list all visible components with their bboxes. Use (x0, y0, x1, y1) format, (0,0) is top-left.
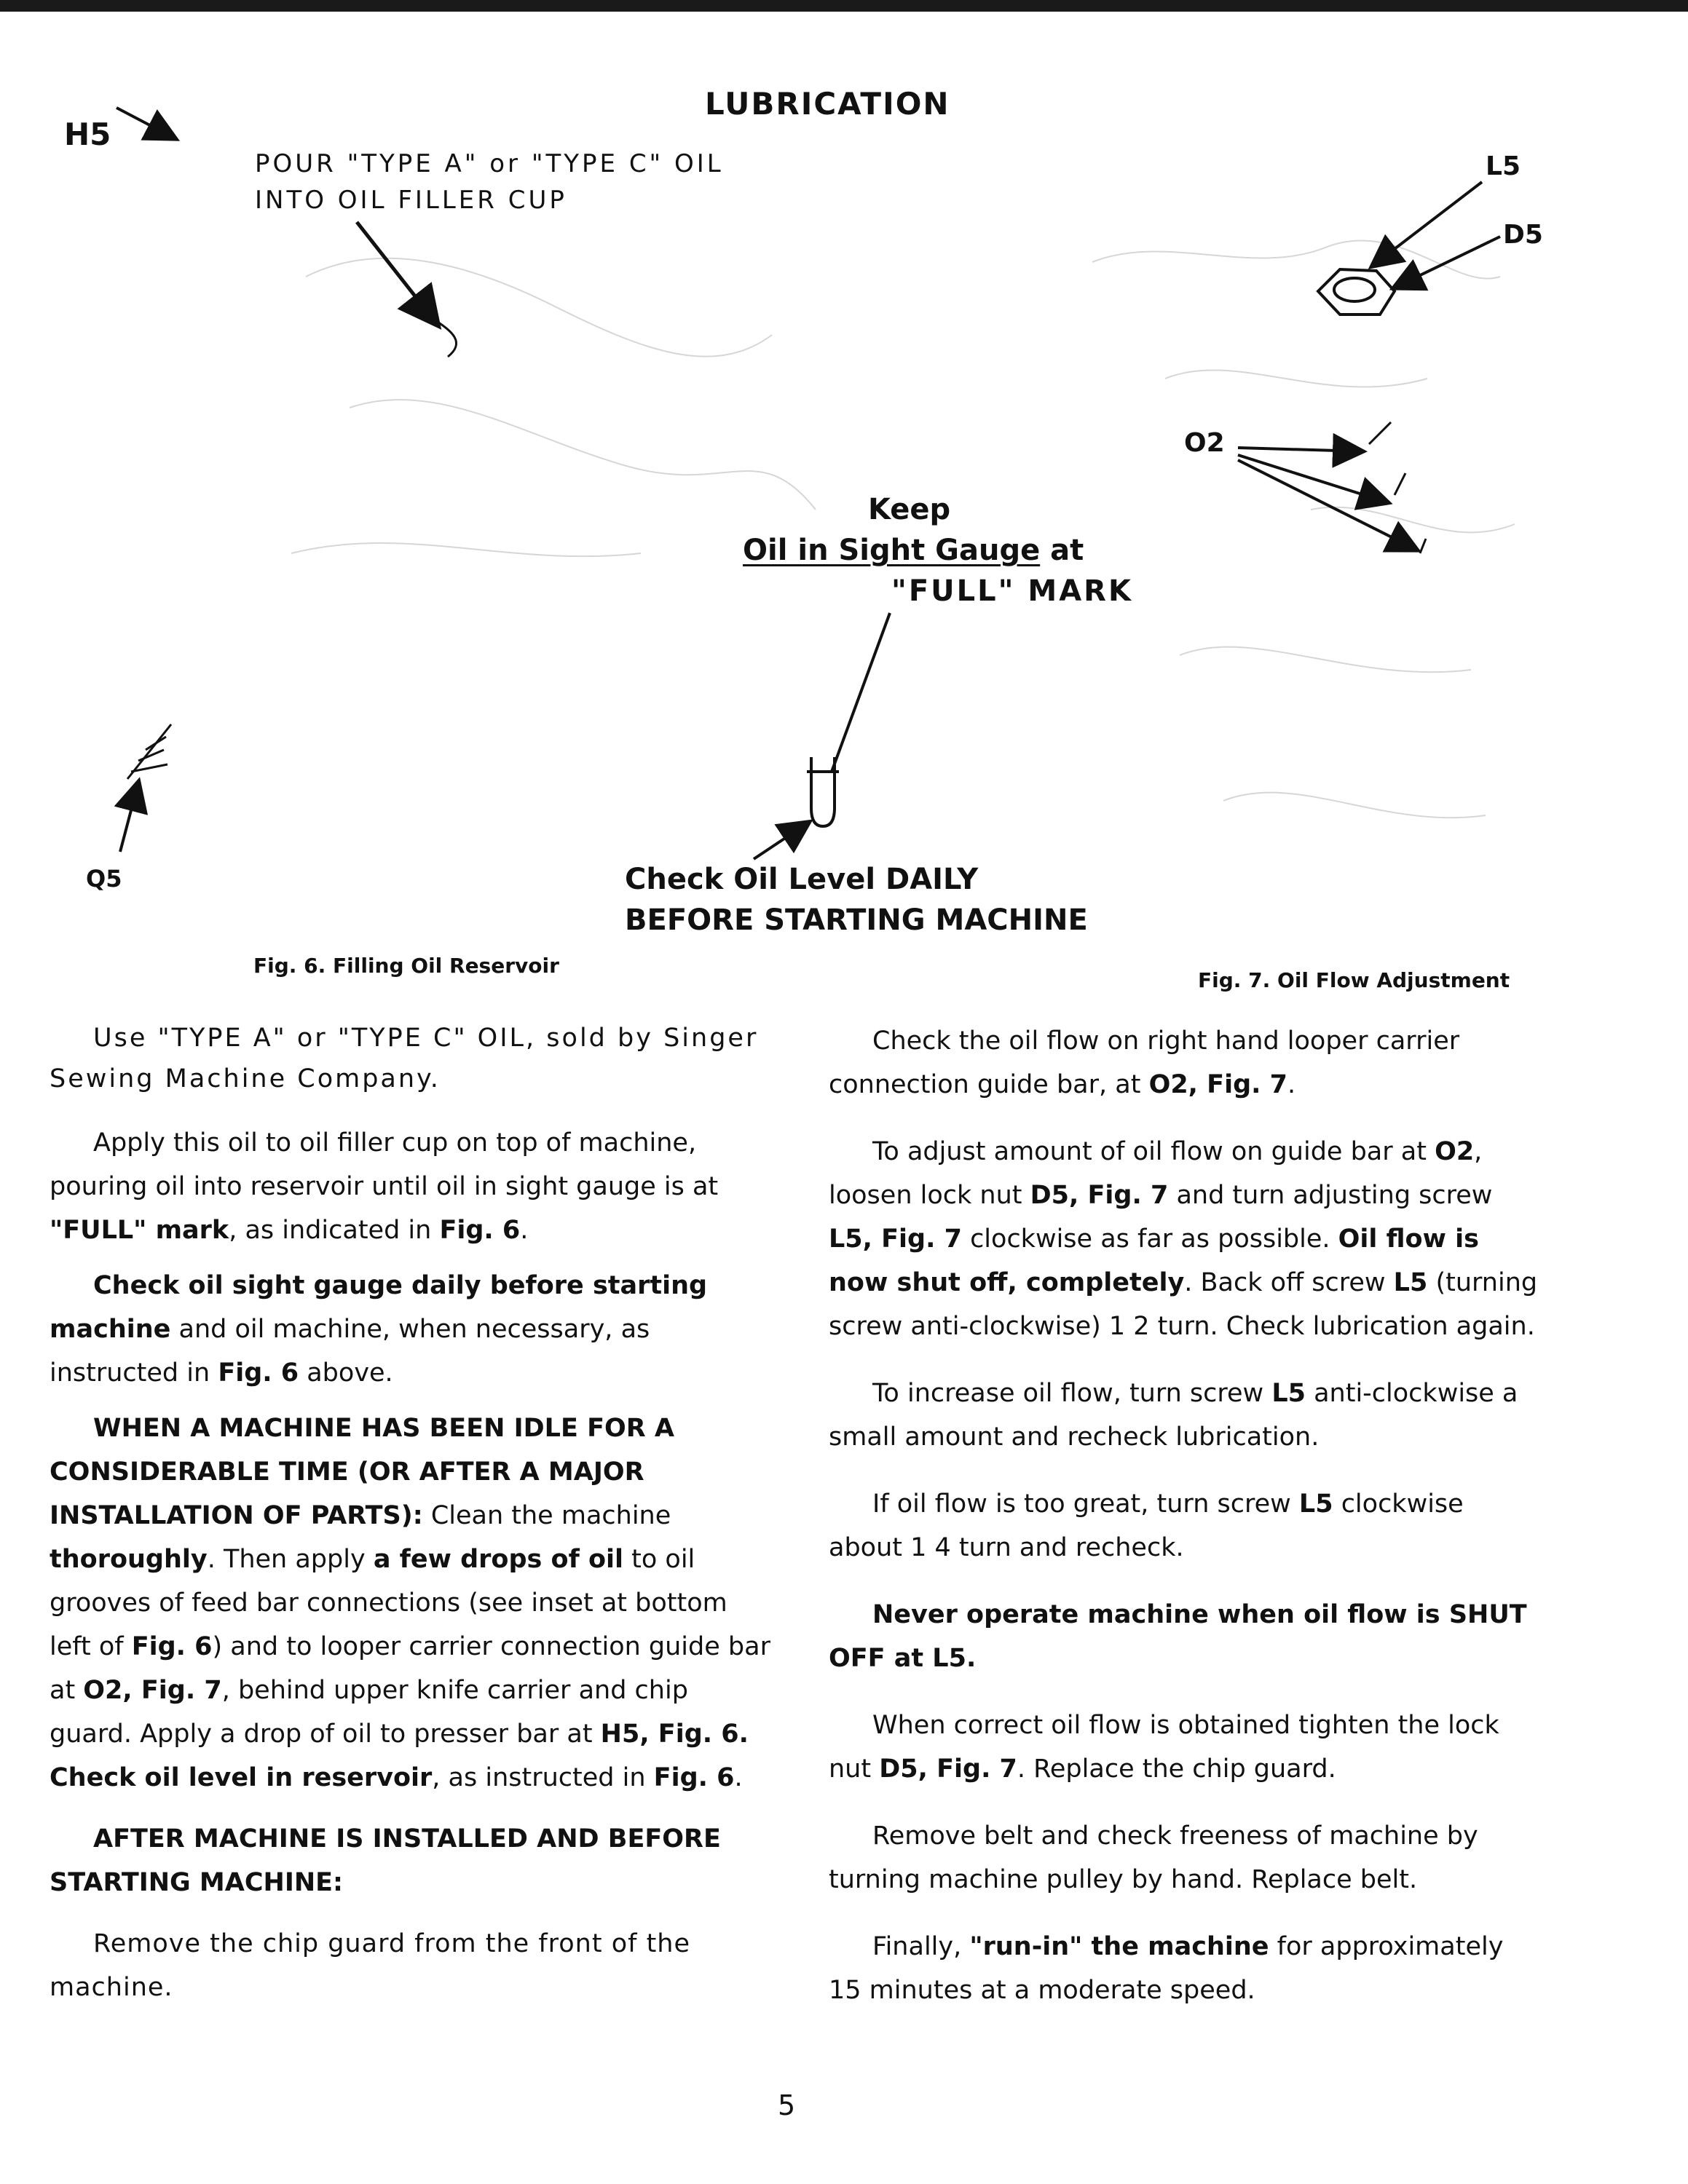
right-p6-bold1: D5, Fig. 7 (879, 1754, 1017, 1784)
pour-arrow (357, 222, 437, 324)
left-p4-text2: . Then apply (207, 1545, 374, 1574)
o2-oil-hole-3 (1420, 539, 1426, 553)
left-p5: AFTER MACHINE IS INSTALLED AND BEFORE STARTING MACHINE: (50, 1824, 721, 1897)
o2-arrow-2 (1238, 455, 1387, 502)
fig7-caption: Fig. 7. Oil Flow Adjustment (1198, 968, 1510, 992)
right-p2-bold5: L5 (1393, 1268, 1428, 1297)
right-p5: Never operate machine when oil flow is SHUT OFF at L5. (829, 1600, 1527, 1673)
feed-bar-groove-sketch (127, 724, 171, 779)
keep-note-line2 (743, 530, 1133, 571)
right-p2-bold1: O2 (1435, 1137, 1475, 1166)
left-p4-text4: ) and to looper carrier connection guide bar at (50, 1632, 770, 1705)
right-p2-bold3: L5, Fig. 7 (829, 1224, 962, 1254)
left-p6: Remove the chip guard from the front of the machine. (50, 1929, 691, 2002)
right-p2-text2: , loosen lock nut (829, 1137, 1483, 1210)
left-p3 (50, 1264, 770, 1395)
right-p1 (829, 1019, 1542, 1107)
right-p2-text5: . Back off screw (1184, 1268, 1394, 1297)
left-p4-bold3: a few drops of oil (373, 1545, 624, 1574)
keep-note-line3: "FULL" MARK (891, 574, 1133, 608)
left-column (50, 1018, 770, 2009)
left-p4-text1: Clean the machine (422, 1501, 671, 1530)
right-p4-text1: If oil flow is too great, turn screw (872, 1489, 1299, 1519)
page-title: LUBRICATION (705, 86, 950, 122)
keep-note-line2-rest: at (1040, 534, 1084, 567)
right-p8 (829, 1925, 1542, 2012)
check-level-note (625, 859, 1088, 941)
keep-full-note (743, 489, 1133, 612)
left-p3-bold2: Fig. 6 (218, 1358, 299, 1388)
left-p2-text2: , as indicated in (229, 1216, 440, 1245)
right-p2 (829, 1130, 1542, 1348)
right-p4-text2: clockwise about 1 4 turn and recheck. (829, 1489, 1464, 1562)
callout-l5: L5 (1486, 151, 1521, 181)
page-number: 5 (778, 2089, 796, 2121)
left-p3-bold1: Check oil sight gauge daily before starting machine (50, 1271, 708, 1344)
right-p6 (829, 1704, 1542, 1791)
callout-q5: Q5 (86, 865, 122, 893)
left-p2-bold2: Fig. 6 (439, 1216, 521, 1245)
right-p2-text6: (turning screw anti-clockwise) 1 2 turn. Check lubrication again. (829, 1268, 1538, 1341)
callout-h5: H5 (64, 116, 111, 152)
pour-oil-note (255, 146, 724, 218)
right-p6-text1: When correct oil flow is obtained tighten the lock nut (829, 1711, 1499, 1784)
right-p4-bold1: L5 (1298, 1489, 1333, 1519)
left-p3-text2: above. (299, 1358, 393, 1388)
right-p2-text3: and turn adjusting screw (1168, 1181, 1493, 1210)
right-p1-text2: . (1287, 1070, 1296, 1099)
pour-oil-note-line1: POUR "TYPE A" or "TYPE C" OIL (255, 149, 724, 178)
o2-arrow-1 (1238, 448, 1362, 451)
h5-arrow (117, 108, 175, 138)
fig6-caption: Fig. 6. Filling Oil Reservoir (253, 954, 559, 978)
o2-oil-hole-1 (1369, 422, 1391, 444)
left-p4-text6: , as instructed in (432, 1763, 654, 1792)
left-p4 (50, 1406, 770, 1800)
right-p8-text1: Finally, (872, 1932, 970, 1961)
left-p4-text5: , behind upper knife carrier and chip guard. Apply a drop of oil to presser bar at (50, 1676, 688, 1749)
o2-arrow-3 (1238, 460, 1416, 550)
check-level-arrow (754, 823, 808, 859)
callout-d5: D5 (1503, 220, 1543, 250)
left-p4-bold1: WHEN A MACHINE HAS BEEN IDLE FOR A CONSIDERABLE TIME (OR AFTER A MAJOR INSTALLATION OF PARTS): (50, 1414, 674, 1530)
sight-gauge (807, 757, 839, 826)
left-p3-text1: and oil machine, when necessary, as instructed in (50, 1315, 650, 1388)
right-p8-bold1: "run-in" the machine (969, 1932, 1269, 1961)
right-p3-text1: To increase oil flow, turn screw (872, 1379, 1272, 1408)
right-p6-text2: . Replace the chip guard. (1017, 1754, 1336, 1784)
left-p4-bold2: thoroughly (50, 1545, 208, 1574)
right-p2-bold2: D5, Fig. 7 (1030, 1181, 1169, 1210)
left-p2-bold1: "FULL" mark (50, 1216, 229, 1245)
right-p3-text2: anti-clockwise a small amount and recheck lubrication. (829, 1379, 1518, 1452)
right-p2-text1: To adjust amount of oil flow on guide bar at (872, 1137, 1435, 1166)
right-p4 (829, 1482, 1542, 1570)
right-p3 (829, 1372, 1542, 1459)
d5-arrow (1395, 237, 1500, 288)
left-p1: Use "TYPE A" or "TYPE C" OIL, sold by Singer Sewing Machine Company. (50, 1024, 759, 1093)
left-p4-bold4: Fig. 6 (131, 1632, 213, 1661)
left-p2-text3: . (520, 1216, 529, 1245)
right-p1-bold1: O2, Fig. 7 (1148, 1070, 1287, 1099)
keep-note-line1: Keep (868, 493, 951, 526)
right-p2-text4: clockwise as far as possible. (961, 1224, 1338, 1254)
right-p7: Remove belt and check freeness of machine by turning machine pulley by hand. Replace belt. (829, 1821, 1478, 1894)
left-p4-text7: . (734, 1763, 743, 1792)
left-p2-text1: Apply this oil to oil filler cup on top of machine, pouring oil into reservoir until oil in sight gauge is at (50, 1128, 719, 1201)
check-level-line1: Check Oil Level DAILY (625, 863, 979, 896)
left-p4-bold5: O2, Fig. 7 (83, 1676, 222, 1705)
keep-note-underlined: Oil in Sight Gauge (743, 534, 1041, 567)
right-p2-bold4: Oil flow is now shut off, completely (829, 1224, 1479, 1297)
left-p2 (50, 1121, 770, 1252)
sight-gauge-leader (832, 613, 890, 772)
left-p4-bold6: H5, Fig. 6. Check oil level in reservoir (50, 1720, 749, 1792)
lock-nut-sketch (1318, 269, 1395, 314)
o2-oil-hole-2 (1395, 473, 1405, 495)
q5-arrow (120, 783, 138, 852)
right-column (829, 1019, 1542, 2012)
oil-cup-mark (435, 320, 457, 357)
pour-oil-note-line2: INTO OIL FILLER CUP (255, 186, 567, 215)
right-p1-text1: Check the oil flow on right hand looper carrier connection guide bar, at (829, 1026, 1460, 1099)
left-p4-bold7: Fig. 6 (653, 1763, 735, 1792)
right-p8-text2: for approximately 15 minutes at a moderate speed. (829, 1932, 1504, 2005)
check-level-line2: BEFORE STARTING MACHINE (625, 903, 1088, 937)
left-p4-text3: to oil grooves of feed bar connections (see inset at bottom left of (50, 1545, 727, 1661)
right-p3-bold1: L5 (1271, 1379, 1306, 1408)
callout-o2: O2 (1184, 428, 1225, 458)
